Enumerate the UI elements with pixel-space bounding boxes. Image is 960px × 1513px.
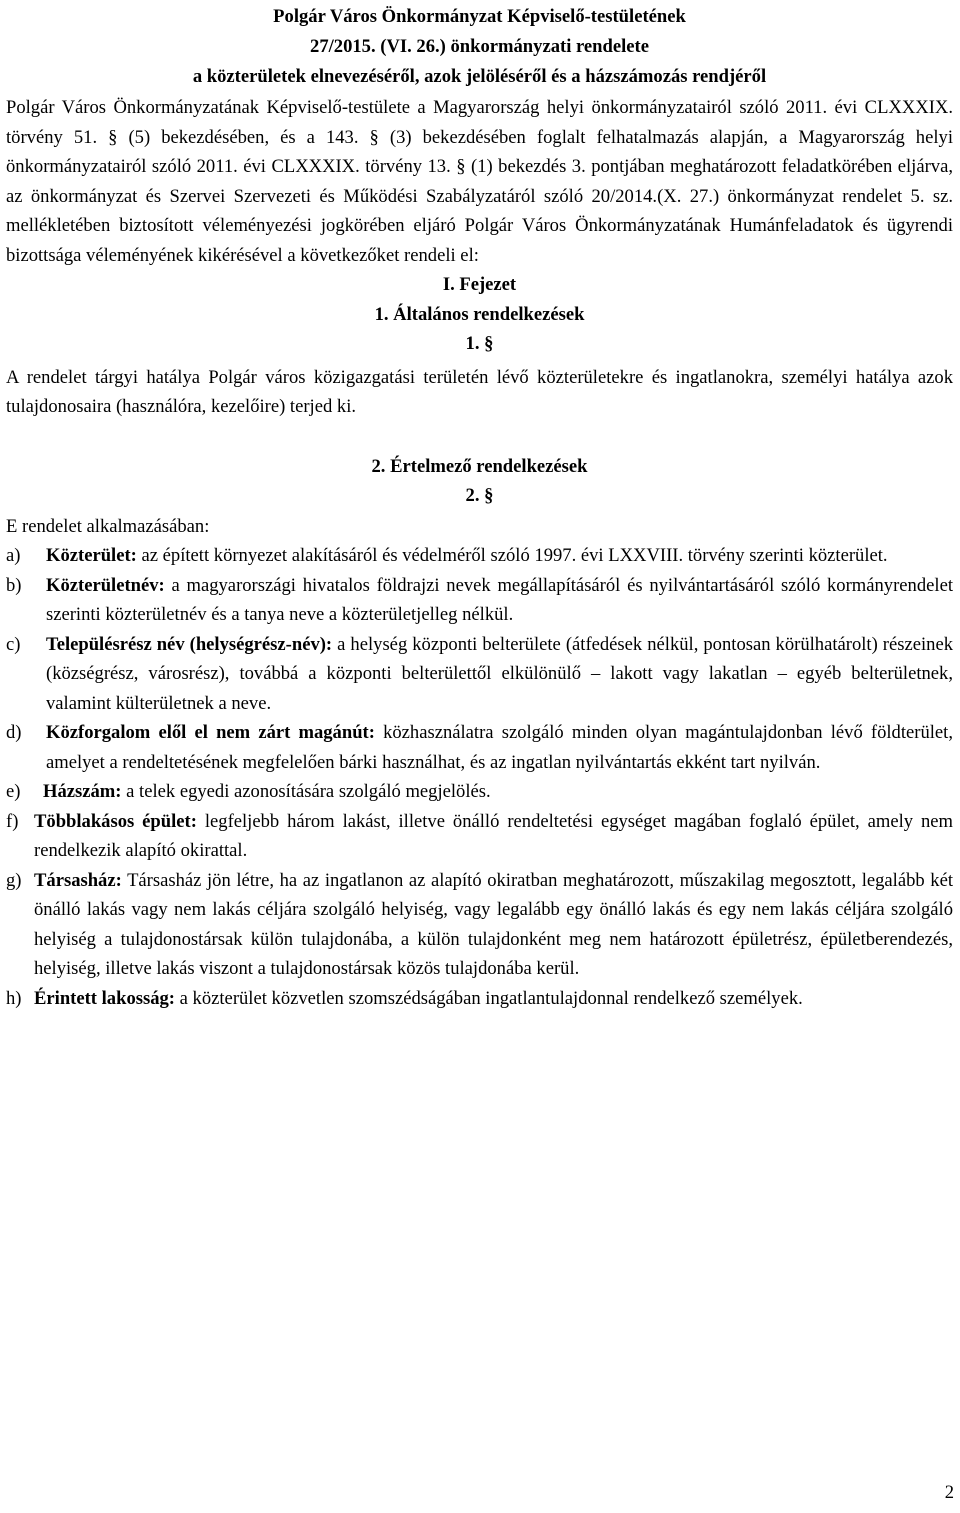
definition-term: Társasház: (34, 869, 122, 891)
definitions-list (6, 541, 953, 1013)
definition-item (6, 807, 953, 866)
definition-label: e) (6, 781, 21, 802)
definition-label: c) (6, 633, 21, 655)
definition-item (6, 541, 953, 571)
definition-label: d) (6, 722, 22, 743)
definition-text: legfeljebb három lakást, illetve önálló rendeltetési egységet magában foglaló épület, amely nem rendelkezik alapító okirattal. (34, 810, 953, 861)
header-line-1: Polgár Város Önkormányzat Képviselő-testületének (273, 6, 686, 27)
definition-text: a közterület közvetlen szomszédságában ingatlantulajdonnal rendelkező személyek. (175, 987, 803, 1009)
definition-label: b) (6, 574, 22, 596)
definition-term: Közterület: (46, 545, 137, 566)
definition-label: g) (6, 869, 22, 891)
definition-text: a magyarországi hivatalos földrajzi nevek megállapításáról és nyilvántartásáról szóló kormányrendelet szerinti közterületnév és a tanya neve a közterületjelleg nélkül. (46, 574, 953, 625)
section-1-title: 1. Általános rendelkezések (374, 303, 585, 325)
definition-term: Közterületnév: (46, 574, 165, 596)
document-page (6, 0, 953, 1013)
definition-term: Többlakásos épület: (34, 810, 197, 832)
definition-item (6, 777, 953, 807)
definition-term: Érintett lakosság: (34, 987, 175, 1009)
definition-body (46, 630, 953, 719)
definition-body (46, 718, 953, 777)
section-2-title: 2. Értelmező rendelkezések (371, 455, 588, 477)
definition-term: Településrész név (helységrész-név): (46, 633, 333, 655)
definition-item (6, 630, 953, 719)
section-1-paragraph-number: 1. § (465, 333, 494, 354)
definition-text: Társasház jön létre, ha az ingatlanon az alapító okiratban meghatározott, műszakilag megosztott, legalább két önálló lakás vagy nem lakás céljára szolgáló helyiség, vagy legalább egy önálló lakás és egy nem lakás céljára szolgáló helyiség a tulajdonostársak külön tulajdonába, a külön tulajdonként meg nem határozott épületrész, épületberendezés, helyiség, illetve lakás viszont a tulajdonostársak közös tulajdonába kerül. (34, 869, 953, 979)
section-2-intro: E rendelet alkalmazásában: (6, 515, 210, 537)
definition-text: közhasználatra szolgáló minden olyan magántulajdonban lévő földterület, amelyet a rendeltetésének megfelelően bárki használhat, és az ingatlan nyilvántartás ekként tart nyilván. (46, 722, 953, 773)
definition-item (6, 571, 953, 630)
definition-label: a) (6, 545, 21, 566)
definition-label: h) (6, 987, 22, 1009)
preamble-paragraph: Polgár Város Önkormányzatának Képviselő-testülete a Magyarország helyi önkormányzatairól szóló 2011. évi CLXXXIX. törvény 51. § (5) bekezdésében, és a 143. § (3) bekezdésében foglalt felhatalmazás alapján, a Magyarország helyi önkormányzatairól szóló 2011. évi CLXXXIX. törvény 13. § (1) bekezdés 3. pontjában meghatározott feladatkörében eljárva, az önkormányzat és Szervei Szervezeti és Működési Szabályzatáról szóló 20/2014.(X. 27.) önkormányzat rendelet 5. sz. mellékletében biztosított véleményezési jogkörében eljáró Polgár Város Önkormányzatának Humánfeladatok és ügyrendi bizottsága véleményének kikérésével a következőket rendeli el: (6, 97, 953, 266)
definition-body (34, 984, 953, 1014)
definition-text: a telek egyedi azonosítására szolgáló megjelölés. (121, 781, 491, 802)
definition-body (43, 777, 953, 807)
chapter-heading: I. Fejezet (442, 274, 517, 295)
header-line-2: 27/2015. (VI. 26.) önkormányzati rendelete (310, 36, 649, 57)
definition-item (6, 718, 953, 777)
definition-term: Közforgalom elől el nem zárt magánút: (46, 722, 375, 743)
document-header (6, 2, 953, 92)
definition-body (46, 571, 953, 630)
definition-label: f) (6, 810, 19, 832)
definition-body (34, 866, 953, 984)
definition-body (46, 541, 953, 571)
definition-item (6, 984, 953, 1014)
page-number: 2 (944, 1482, 954, 1503)
definition-text: az épített környezet alakításáról és védelméről szóló 1997. évi LXXVIII. törvény szerinti közterület. (136, 545, 888, 566)
header-line-3: a közterületek elnevezéséről, azok jelöléséről és a házszámozás rendjéről (192, 66, 767, 87)
definition-body (34, 807, 953, 866)
definition-item (6, 866, 953, 984)
definition-term: Házszám: (43, 781, 122, 802)
section-2-paragraph-number: 2. § (465, 485, 494, 506)
definition-text: a helység központi belterülete (átfedések nélkül, pontosan körülhatárolt) részeinek (községrész, városrész), továbbá a központi belterülettől elkülönülő – lakott vagy lakatlan – egyéb belterületnek, valamint külterületnek a neve. (46, 633, 954, 714)
section-1-text: A rendelet tárgyi hatálya Polgár város közigazgatási területén lévő közterületekre és ingatlanokra, személyi hatálya azok tulajdonosaira (használóra, kezelőire) terjed ki. (6, 366, 953, 417)
